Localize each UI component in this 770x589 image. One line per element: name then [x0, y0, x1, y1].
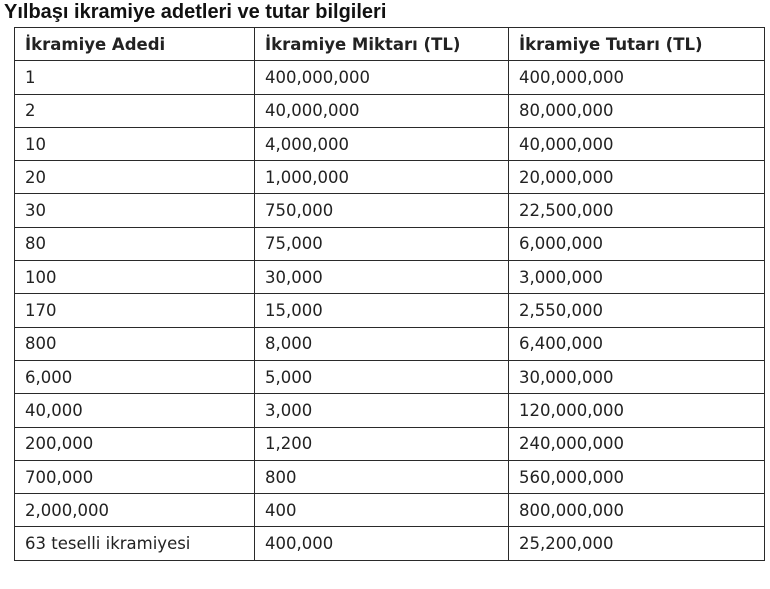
cell-prize-amount: 750,000 [255, 194, 509, 227]
prize-table [14, 27, 765, 561]
cell-prize-total: 240,000,000 [509, 427, 765, 460]
cell-prize-total: 2,550,000 [509, 294, 765, 327]
cell-prize-count: 100 [15, 261, 255, 294]
header-prize-amount: İkramiye Miktarı (TL) [255, 28, 509, 61]
table-row [15, 161, 765, 194]
table-row [15, 61, 765, 94]
table-row [15, 227, 765, 260]
table-row [15, 127, 765, 160]
cell-prize-amount: 400,000,000 [255, 61, 509, 94]
table-row [15, 460, 765, 493]
cell-prize-total: 400,000,000 [509, 61, 765, 94]
cell-prize-count: 80 [15, 227, 255, 260]
header-prize-count: İkramiye Adedi [15, 28, 255, 61]
cell-prize-count: 10 [15, 127, 255, 160]
cell-prize-total: 25,200,000 [509, 527, 765, 560]
cell-prize-amount: 1,200 [255, 427, 509, 460]
cell-prize-amount: 5,000 [255, 360, 509, 393]
cell-prize-amount: 3,000 [255, 394, 509, 427]
cell-prize-amount: 15,000 [255, 294, 509, 327]
cell-prize-total: 3,000,000 [509, 261, 765, 294]
cell-prize-amount: 4,000,000 [255, 127, 509, 160]
cell-prize-total: 560,000,000 [509, 460, 765, 493]
cell-prize-count: 2 [15, 94, 255, 127]
cell-prize-total: 40,000,000 [509, 127, 765, 160]
table-row [15, 94, 765, 127]
cell-prize-amount: 8,000 [255, 327, 509, 360]
cell-prize-count: 700,000 [15, 460, 255, 493]
cell-prize-total: 6,000,000 [509, 227, 765, 260]
table-row [15, 194, 765, 227]
cell-prize-amount: 400 [255, 494, 509, 527]
table-row [15, 494, 765, 527]
table-row [15, 394, 765, 427]
cell-prize-count: 63 teselli ikramiyesi [15, 527, 255, 560]
table-row [15, 427, 765, 460]
cell-prize-amount: 30,000 [255, 261, 509, 294]
table-body [15, 61, 765, 560]
cell-prize-amount: 40,000,000 [255, 94, 509, 127]
cell-prize-amount: 400,000 [255, 527, 509, 560]
cell-prize-count: 40,000 [15, 394, 255, 427]
table-row [15, 327, 765, 360]
cell-prize-count: 170 [15, 294, 255, 327]
table-row [15, 294, 765, 327]
cell-prize-count: 200,000 [15, 427, 255, 460]
page-title: Yılbaşı ikramiye adetleri ve tutar bilgileri [4, 1, 387, 23]
cell-prize-count: 20 [15, 161, 255, 194]
cell-prize-count: 2,000,000 [15, 494, 255, 527]
table-row [15, 261, 765, 294]
cell-prize-amount: 75,000 [255, 227, 509, 260]
table-row [15, 527, 765, 560]
cell-prize-count: 6,000 [15, 360, 255, 393]
table-row [15, 360, 765, 393]
header-prize-total: İkramiye Tutarı (TL) [509, 28, 765, 61]
cell-prize-total: 6,400,000 [509, 327, 765, 360]
cell-prize-total: 120,000,000 [509, 394, 765, 427]
cell-prize-total: 800,000,000 [509, 494, 765, 527]
cell-prize-total: 20,000,000 [509, 161, 765, 194]
cell-prize-count: 800 [15, 327, 255, 360]
cell-prize-total: 22,500,000 [509, 194, 765, 227]
table-header-row [15, 28, 765, 61]
cell-prize-total: 30,000,000 [509, 360, 765, 393]
cell-prize-total: 80,000,000 [509, 94, 765, 127]
cell-prize-count: 30 [15, 194, 255, 227]
cell-prize-count: 1 [15, 61, 255, 94]
cell-prize-amount: 800 [255, 460, 509, 493]
cell-prize-amount: 1,000,000 [255, 161, 509, 194]
